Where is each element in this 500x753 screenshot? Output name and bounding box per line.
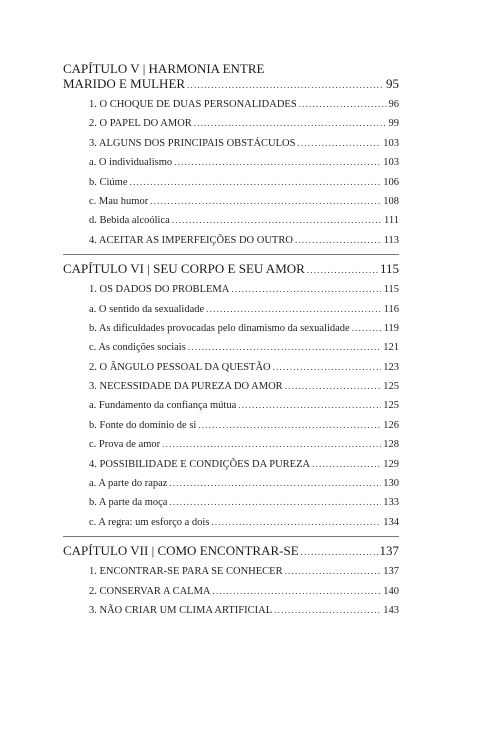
entry-label: 1. OS DADOS DO PROBLEMA	[89, 284, 230, 296]
entry-page-number: 143	[383, 604, 399, 616]
dot-leader	[206, 300, 381, 319]
entry-label: 3. ALGUNS DOS PRINCIPAIS OBSTÁCULOS	[89, 137, 296, 149]
entry-page-number: 106	[383, 176, 399, 188]
toc-entry	[63, 192, 399, 211]
entry-label: a. O sentido da sexualidade	[89, 303, 205, 315]
entry-page-number: 140	[383, 585, 399, 597]
toc-entry	[63, 601, 399, 620]
chapter-title-row	[63, 543, 399, 558]
entry-page-number: 129	[383, 458, 399, 470]
dot-leader	[297, 134, 381, 153]
chapter-title-row	[63, 261, 399, 276]
chapter-title: MARIDO E MULHER	[63, 76, 186, 91]
toc-entry	[63, 455, 399, 474]
dot-leader	[231, 280, 381, 299]
entry-label: 1. ENCONTRAR-SE PARA SE CONHECER	[89, 566, 283, 578]
dot-leader	[169, 493, 381, 512]
toc-entry	[63, 300, 399, 319]
dot-leader	[352, 319, 382, 338]
entry-page-number: 111	[384, 215, 399, 227]
dot-leader	[188, 338, 381, 357]
chapter-title-line1: CAPÍTULO V | HARMONIA ENTRE	[63, 61, 265, 76]
toc-entry	[63, 474, 399, 493]
entry-label: c. Prova de amor	[89, 439, 161, 451]
entry-page-number: 119	[383, 322, 399, 334]
entry-label: 3. NECESSIDADE DA PUREZA DO AMOR	[89, 381, 283, 393]
toc-entry	[63, 435, 399, 454]
entry-label: 2. CONSERVAR A CALMA	[89, 585, 211, 597]
toc-entry	[63, 211, 399, 230]
dot-leader	[238, 396, 381, 415]
entry-label: 3. NÃO CRIAR UM CLIMA ARTIFICIAL	[89, 604, 273, 616]
entry-page-number: 128	[383, 439, 399, 451]
entry-page-number: 103	[383, 137, 399, 149]
chapter-6-section	[63, 261, 399, 537]
dot-leader	[211, 513, 381, 532]
entry-page-number: 99	[388, 118, 399, 130]
toc-entry	[63, 562, 399, 581]
toc-entry	[63, 134, 399, 153]
entry-page-number: 133	[383, 497, 399, 509]
dot-leader	[169, 474, 381, 493]
dot-leader	[295, 231, 382, 250]
entry-label: 1. O CHOQUE DE DUAS PERSONALIDADES	[89, 99, 297, 110]
toc-entry	[63, 377, 399, 396]
toc-entry	[63, 153, 399, 172]
toc-entry	[63, 95, 399, 114]
dot-leader	[194, 114, 387, 133]
entry-page-number: 116	[383, 303, 399, 315]
entry-label: b. A parte da moça	[89, 497, 168, 509]
entry-label: c. As condições sociais	[89, 342, 186, 354]
dot-leader	[307, 263, 378, 278]
entry-page-number: 115	[383, 284, 399, 296]
toc-entry	[63, 231, 399, 250]
entry-page-number: 137	[383, 566, 399, 578]
chapter-title: CAPÍTULO VI | SEU CORPO E SEU AMOR	[63, 261, 305, 277]
toc-entry	[63, 396, 399, 415]
entry-page-number: 96	[388, 99, 399, 110]
dot-leader	[187, 78, 384, 93]
dot-leader	[172, 211, 382, 230]
entry-page-number: 103	[383, 157, 399, 169]
chapter-heading	[63, 261, 399, 276]
dot-leader	[130, 173, 382, 192]
entry-label: a. A parte do rapaz	[89, 478, 168, 490]
entry-label: a. O individualismo	[89, 157, 173, 169]
toc-entry	[63, 582, 399, 601]
chapter-title-row	[63, 76, 399, 91]
dot-leader	[285, 562, 382, 581]
dot-leader	[198, 416, 381, 435]
chapter-page-number: 137	[379, 543, 399, 559]
dot-leader	[274, 601, 381, 620]
toc-entry	[63, 173, 399, 192]
entry-label: b. Ciúme	[89, 176, 128, 188]
toc-entry	[63, 416, 399, 435]
dot-leader	[174, 153, 381, 172]
entry-label: b. Fonte do domínio de si	[89, 419, 197, 431]
entry-page-number: 130	[383, 478, 399, 490]
entry-page-number: 134	[383, 516, 399, 528]
entry-label: a. Fundamento da confiança mútua	[89, 400, 237, 412]
entry-label: 4. POSSIBILIDADE E CONDIÇÕES DA PUREZA	[89, 458, 311, 470]
entry-page-number: 126	[383, 419, 399, 431]
dot-leader	[285, 377, 382, 396]
toc-entry	[63, 513, 399, 532]
entry-label: c. Mau humor	[89, 195, 149, 207]
toc-entry	[63, 114, 399, 133]
toc-entry	[63, 358, 399, 377]
chapter-heading	[63, 62, 399, 91]
dot-leader	[299, 95, 387, 114]
chapter-7-section	[63, 543, 399, 624]
toc-entry	[63, 319, 399, 338]
entry-label: 2. O ÂNGULO PESSOAL DA QUESTÃO	[89, 361, 271, 373]
chapter-title: CAPÍTULO VII | COMO ENCONTRAR-SE	[63, 543, 299, 559]
toc-entry	[63, 338, 399, 357]
entry-page-number: 123	[383, 361, 399, 373]
entry-page-number: 125	[383, 381, 399, 393]
entry-label: 4. ACEITAR AS IMPERFEIÇÕES DO OUTRO	[89, 234, 293, 246]
chapter-5-section	[63, 62, 399, 255]
toc-entry	[63, 280, 399, 299]
entry-page-number: 108	[383, 195, 399, 207]
toc-entry	[63, 493, 399, 512]
dot-leader	[150, 192, 381, 211]
dot-leader	[213, 582, 382, 601]
chapter-page-number: 115	[379, 261, 399, 277]
dot-leader	[162, 435, 381, 454]
dot-leader	[273, 358, 382, 377]
chapter-page-number: 95	[386, 76, 399, 91]
chapter-heading	[63, 543, 399, 558]
dot-leader	[312, 455, 381, 474]
entry-label: c. A regra: um esforço a dois	[89, 516, 210, 528]
table-of-contents	[63, 62, 399, 630]
entry-label: 2. O PAPEL DO AMOR	[89, 118, 192, 130]
entry-page-number: 125	[383, 400, 399, 412]
entry-page-number: 121	[383, 342, 399, 354]
dot-leader	[301, 545, 378, 560]
entry-label: d. Bebida alcoólica	[89, 215, 170, 227]
entry-page-number: 113	[383, 234, 399, 246]
entry-label: b. As dificuldades provocadas pelo dinamismo da sexualidade	[89, 322, 350, 334]
